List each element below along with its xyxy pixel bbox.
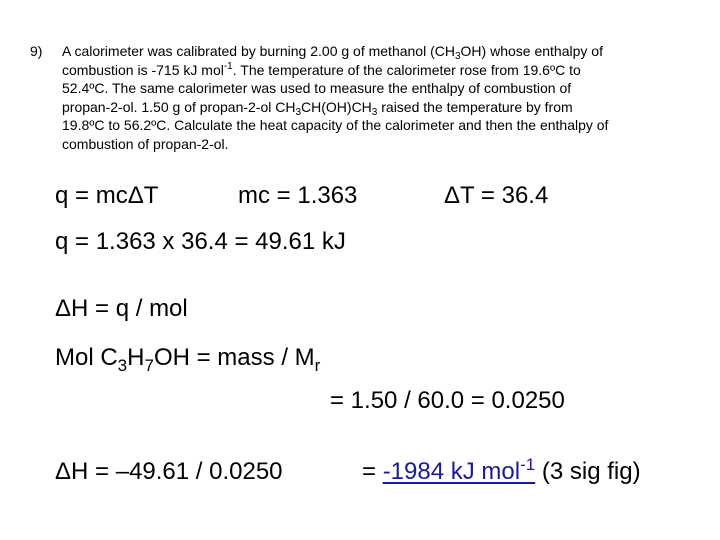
- question-line: combustion of propan-2-ol.: [62, 135, 229, 152]
- equation-q-mcdt: q = mcΔT: [55, 182, 159, 209]
- delta-h-formula: ΔH = q / mol: [55, 295, 188, 322]
- question-line: propan-2-ol. 1.50 g of propan-2-ol $CH_3CH(OH)CH_3$ raised the temperature by from: [62, 98, 573, 118]
- question-line: 19.8ºC to 56.2ºC. Calculate the heat capacity of the calorimeter and then the enthalpy of: [62, 117, 609, 133]
- moles-calculation: = 1.50 / 60.0 = 0.0250: [330, 387, 565, 414]
- question-line: 52.4ºC. The same calorimeter was used to measure the enthalpy of combustion of: [62, 80, 572, 96]
- question-text: [62, 42, 702, 153]
- answer-value: -1984 kJ mol$^{-1}$: [382, 455, 536, 485]
- delta-h-calculation: ΔH = –49.61 / 0.0250: [55, 458, 283, 485]
- question-number: 9): [30, 43, 43, 59]
- final-answer: = -1984 kJ mol$^{-1}$ (3 sig fig): [362, 455, 641, 485]
- moles-formula: Mol $C_3H_7OH$ = mass / $M_r$: [55, 344, 321, 375]
- question-line: combustion is -715 kJ mol$^{-1}$. The temperature of the calorimeter rose from 19.6ºC to: [62, 60, 581, 78]
- mc-value: mc = 1.363: [238, 182, 358, 209]
- q-calculation: q = 1.363 x 36.4 = 49.61 kJ: [55, 228, 346, 255]
- delta-t-value: ΔT = 36.4: [444, 182, 549, 209]
- question-line: A calorimeter was calibrated by burning 2.00 g of methanol $(CH_3OH)$ whose enthalpy of: [62, 43, 603, 62]
